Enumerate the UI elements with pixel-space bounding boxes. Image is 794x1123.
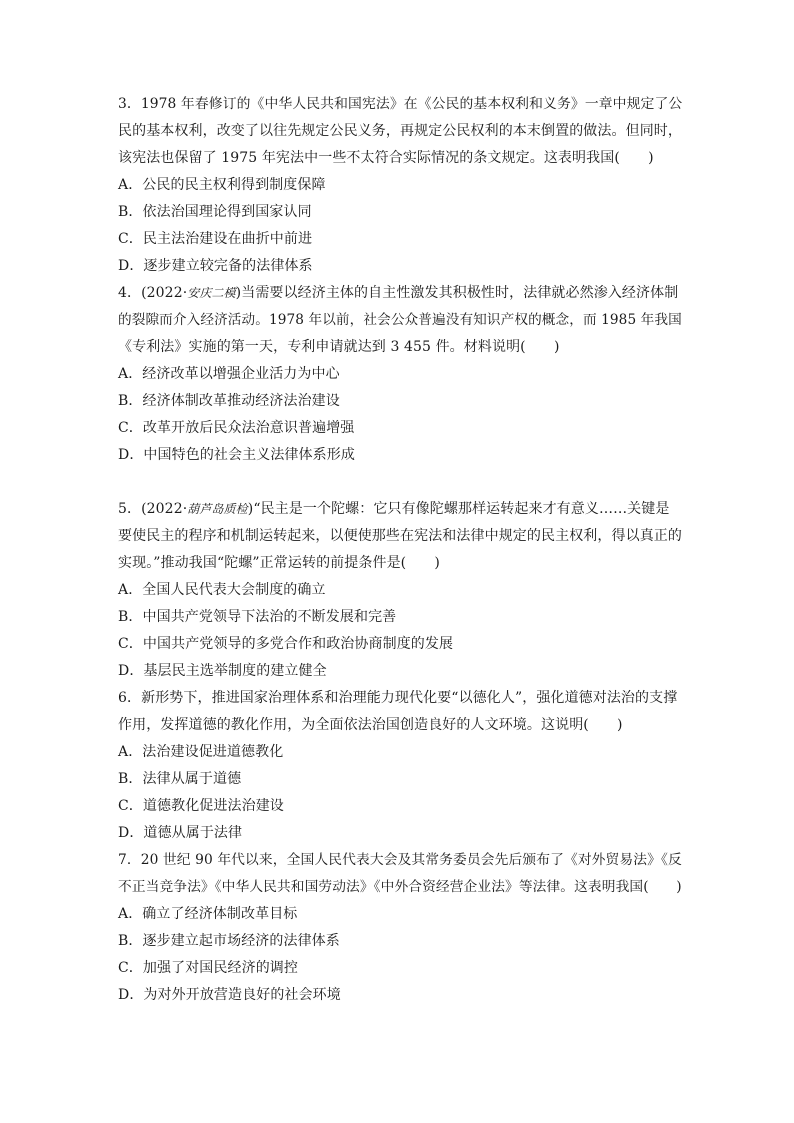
q3-stem-line-3: 该宪法也保留了 1975 年宪法中一些不太符合实际情况的条文规定。这表明我国( ) (118, 150, 654, 166)
q4-option-a: A．经济改革以增强企业活力为中心 (118, 366, 340, 382)
q6-stem-line-1: 6．新形势下，推进国家治理体系和治理能力现代化要“以德化人”，强化道德对法治的支撑 (118, 690, 678, 706)
q5-number: 5．(2022· (118, 501, 188, 517)
q3-option-c: C．民主法治建设在曲折中前进 (118, 231, 313, 247)
q7-option-d: D．为对外开放营造良好的社会环境 (118, 987, 341, 1003)
q6-option-a: A．法治建设促进道德教化 (118, 744, 284, 760)
q5-option-b: B．中国共产党领导下法治的不断发展和完善 (118, 609, 397, 625)
q4-stem-line-1 (118, 283, 678, 303)
q6-stem-line-2: 作用，发挥道德的教化作用，为全面依法治国创造良好的人文环境。这说明( ) (118, 717, 623, 733)
q4-stem-line-3: 《专利法》实施的第一天，专利申请就达到 3 455 件。材料说明( ) (118, 339, 560, 355)
q5-source: 葫芦岛质检 (187, 502, 248, 516)
q5-stem-line-1 (118, 499, 669, 519)
q3-option-d: D．逐步建立较完备的法律体系 (118, 258, 313, 274)
q3-stem-line-1: 3．1978 年春修订的《中华人民共和国宪法》在《公民的基本权利和义务》一章中规定了公 (118, 96, 683, 112)
q7-stem-line-1: 7．20 世纪 90 年代以来，全国人民代表大会及其常务委员会先后颁布了《对外贸易法》《反 (118, 852, 682, 868)
q7-option-b: B．逐步建立起市场经济的法律体系 (118, 933, 340, 949)
q4-option-c: C．改革开放后民众法治意识普遍增强 (118, 420, 355, 436)
q6-option-d: D．道德从属于法律 (118, 825, 243, 841)
q5-stem-line-2: 要使民主的程序和机制运转起来，以便使那些在宪法和法律中规定的民主权利，得以真正的 (118, 528, 682, 544)
q3-option-b: B．依法治国理论得到国家认同 (118, 204, 312, 220)
q4-option-b: B．经济体制改革推动经济法治建设 (118, 393, 340, 409)
q7-option-a: A．确立了经济体制改革目标 (118, 906, 298, 922)
q5-option-c: C．中国共产党领导的多党合作和政治协商制度的发展 (118, 636, 454, 652)
q5-option-d: D．基层民主选举制度的建立健全 (118, 663, 327, 679)
q7-stem-line-2: 不正当竞争法》《中华人民共和国劳动法》《中外合资经营企业法》等法律。这表明我国( ) (118, 879, 682, 895)
q3-stem-line-2: 民的基本权利，改变了以往先规定公民义务，再规定公民权利的本末倒置的做法。但同时， (118, 123, 682, 139)
q4-source: 安庆二模 (187, 286, 236, 300)
q6-option-c: C．道德教化促进法治建设 (118, 798, 284, 814)
q4-option-d: D．中国特色的社会主义法律体系形成 (118, 447, 355, 463)
q4-number: 4．(2022· (118, 285, 188, 301)
q7-option-c: C．加强了对国民经济的调控 (118, 960, 299, 976)
q5-stem-line-3: 实现。”推动我国“陀螺”正常运转的前提条件是( ) (118, 555, 440, 571)
q3-option-a: A．公民的民主权利得到制度保障 (118, 177, 326, 193)
q5-option-a: A．全国人民代表大会制度的确立 (118, 582, 326, 598)
q5-stem-text: )“民主是一个陀螺：它只有像陀螺那样运转起来才有意义……关键是 (247, 501, 670, 517)
q6-option-b: B．法律从属于道德 (118, 771, 242, 787)
q4-stem-text: )当需要以经济主体的自主性激发其积极性时，法律就必然渗入经济体制 (235, 285, 679, 301)
q4-stem-line-2: 的裂隙而介入经济活动。1978 年以前，社会公众普遍没有知识产权的概念，而 1985 年我国 (118, 312, 682, 328)
